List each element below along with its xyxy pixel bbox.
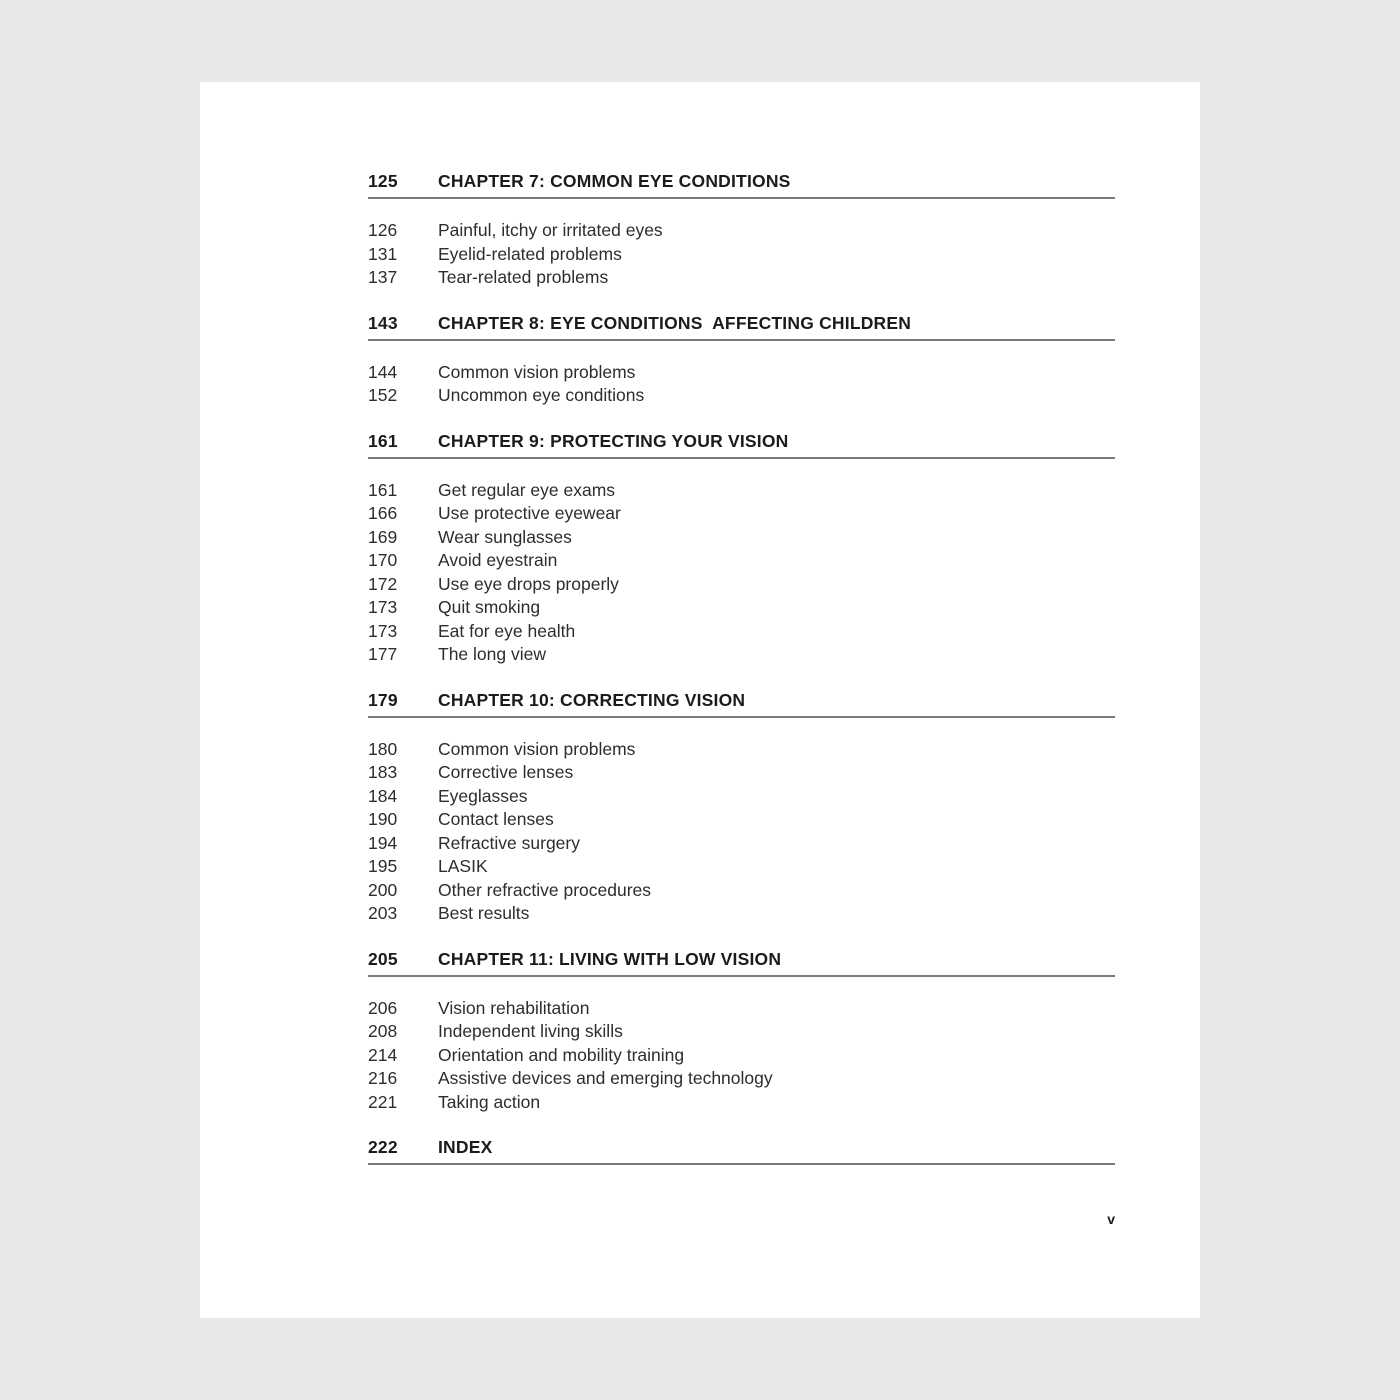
toc-chapter-section [368,430,1115,667]
entry-title: Common vision problems [438,361,636,382]
entry-page-number: 194 [368,832,398,853]
entry-title: Uncommon eye conditions [438,385,645,405]
toc-entry-row [368,243,1115,267]
toc-entry-row [368,1020,1115,1044]
toc-entry-row [368,761,1115,785]
chapter-title: CHAPTER 9: PROTECTING YOUR VISION [438,430,789,451]
entry-title: Corrective lenses [438,762,574,782]
entry-title: Common vision problems [438,738,636,759]
toc-entry-row [368,620,1115,644]
toc-entry-row [368,219,1115,243]
chapter-heading-row [368,312,1115,334]
chapter-page-number: 205 [368,948,398,969]
chapter-page-number: 125 [368,171,398,191]
entry-title: Use eye drops properly [438,573,619,594]
toc-entry-row [368,573,1115,597]
heading-underline [368,716,1115,718]
toc-entry-row [368,361,1115,385]
heading-underline [368,1163,1115,1165]
entry-page-number: 195 [368,856,398,876]
entry-page-number: 200 [368,879,398,900]
chapter-heading-row [368,1136,1115,1158]
entry-page-number: 152 [368,385,398,405]
entry-page-number: 208 [368,1021,398,1041]
entry-page-number: 221 [368,1091,398,1112]
toc-chapter-section [368,1136,1115,1165]
entry-title: Refractive surgery [438,832,580,853]
entry-title: Wear sunglasses [438,526,572,547]
entry-title: Avoid eyestrain [438,550,558,570]
entry-page-number: 170 [368,550,398,570]
chapter-entries-list [368,361,1115,408]
entry-title: Get regular eye exams [438,479,616,500]
entry-title: Use protective eyewear [438,503,621,523]
entry-page-number: 126 [368,220,398,240]
chapter-entries-list [368,997,1115,1115]
toc-chapter-section [368,170,1115,290]
table-of-contents [368,170,1115,1187]
chapter-heading-row [368,948,1115,970]
book-page [200,82,1200,1318]
entry-page-number: 137 [368,267,398,287]
entry-title: Vision rehabilitation [438,997,590,1018]
entry-title: Taking action [438,1091,541,1112]
toc-entry-row [368,384,1115,408]
entry-page-number: 169 [368,526,398,547]
entry-title: Contact lenses [438,809,554,829]
toc-entry-row [368,479,1115,503]
toc-entry-row [368,785,1115,809]
toc-entry-row [368,266,1115,290]
toc-entry-row [368,879,1115,903]
entry-page-number: 184 [368,785,398,806]
entry-title: Painful, itchy or irritated eyes [438,220,663,240]
entry-title: The long view [438,644,546,664]
entry-page-number: 173 [368,620,398,641]
toc-entry-row [368,643,1115,667]
entry-page-number: 131 [368,243,398,264]
chapter-title: CHAPTER 11: LIVING WITH LOW VISION [438,948,782,969]
toc-chapter-section [368,689,1115,926]
entry-page-number: 161 [368,479,398,500]
entry-page-number: 173 [368,597,398,617]
toc-entry-row [368,738,1115,762]
toc-entry-row [368,596,1115,620]
toc-entry-row [368,1091,1115,1115]
toc-entry-row [368,549,1115,573]
toc-entry-row [368,997,1115,1021]
entry-title: Quit smoking [438,597,541,617]
heading-underline [368,457,1115,459]
toc-chapter-section [368,948,1115,1115]
chapter-heading-row [368,430,1115,452]
chapter-title: CHAPTER 10: CORRECTING VISION [438,689,746,710]
chapter-title: CHAPTER 7: COMMON EYE CONDITIONS [438,171,791,191]
chapter-entries-list [368,479,1115,667]
entry-page-number: 180 [368,738,398,759]
toc-entry-row [368,1067,1115,1091]
chapter-title: INDEX [438,1137,493,1157]
entry-page-number: 166 [368,503,398,523]
entry-page-number: 144 [368,361,398,382]
toc-entry-row [368,855,1115,879]
entry-title: Other refractive procedures [438,879,652,900]
chapter-page-number: 179 [368,689,398,710]
entry-title: Eyeglasses [438,785,528,806]
chapter-heading-row [368,170,1115,192]
entry-title: Best results [438,903,530,923]
toc-entry-row [368,902,1115,926]
heading-underline [368,197,1115,199]
toc-entry-row [368,526,1115,550]
entry-page-number: 183 [368,762,398,782]
entry-title: Orientation and mobility training [438,1044,685,1065]
chapter-entries-list [368,738,1115,926]
chapter-heading-row [368,689,1115,711]
toc-entry-row [368,502,1115,526]
entry-title: Independent living skills [438,1021,623,1041]
toc-entry-row [368,1044,1115,1068]
chapter-page-number: 222 [368,1137,398,1157]
entry-page-number: 214 [368,1044,398,1065]
entry-title: Eyelid-related problems [438,243,622,264]
entry-page-number: 172 [368,573,398,594]
page-number-folio: v [1107,1211,1115,1227]
entry-page-number: 203 [368,903,398,923]
entry-page-number: 190 [368,809,398,829]
chapter-page-number: 143 [368,312,398,333]
chapter-page-number: 161 [368,430,398,451]
toc-entry-row [368,832,1115,856]
entry-page-number: 206 [368,997,398,1018]
entry-title: LASIK [438,856,488,876]
entry-title: Eat for eye health [438,620,576,641]
toc-entry-row [368,808,1115,832]
entry-page-number: 216 [368,1068,398,1088]
chapter-title: CHAPTER 8: EYE CONDITIONS AFFECTING CHILDREN [438,312,912,333]
entry-title: Tear-related problems [438,267,609,287]
chapter-entries-list [368,219,1115,290]
heading-underline [368,339,1115,341]
heading-underline [368,975,1115,977]
toc-chapter-section [368,312,1115,408]
entry-page-number: 177 [368,644,398,664]
entry-title: Assistive devices and emerging technology [438,1068,773,1088]
